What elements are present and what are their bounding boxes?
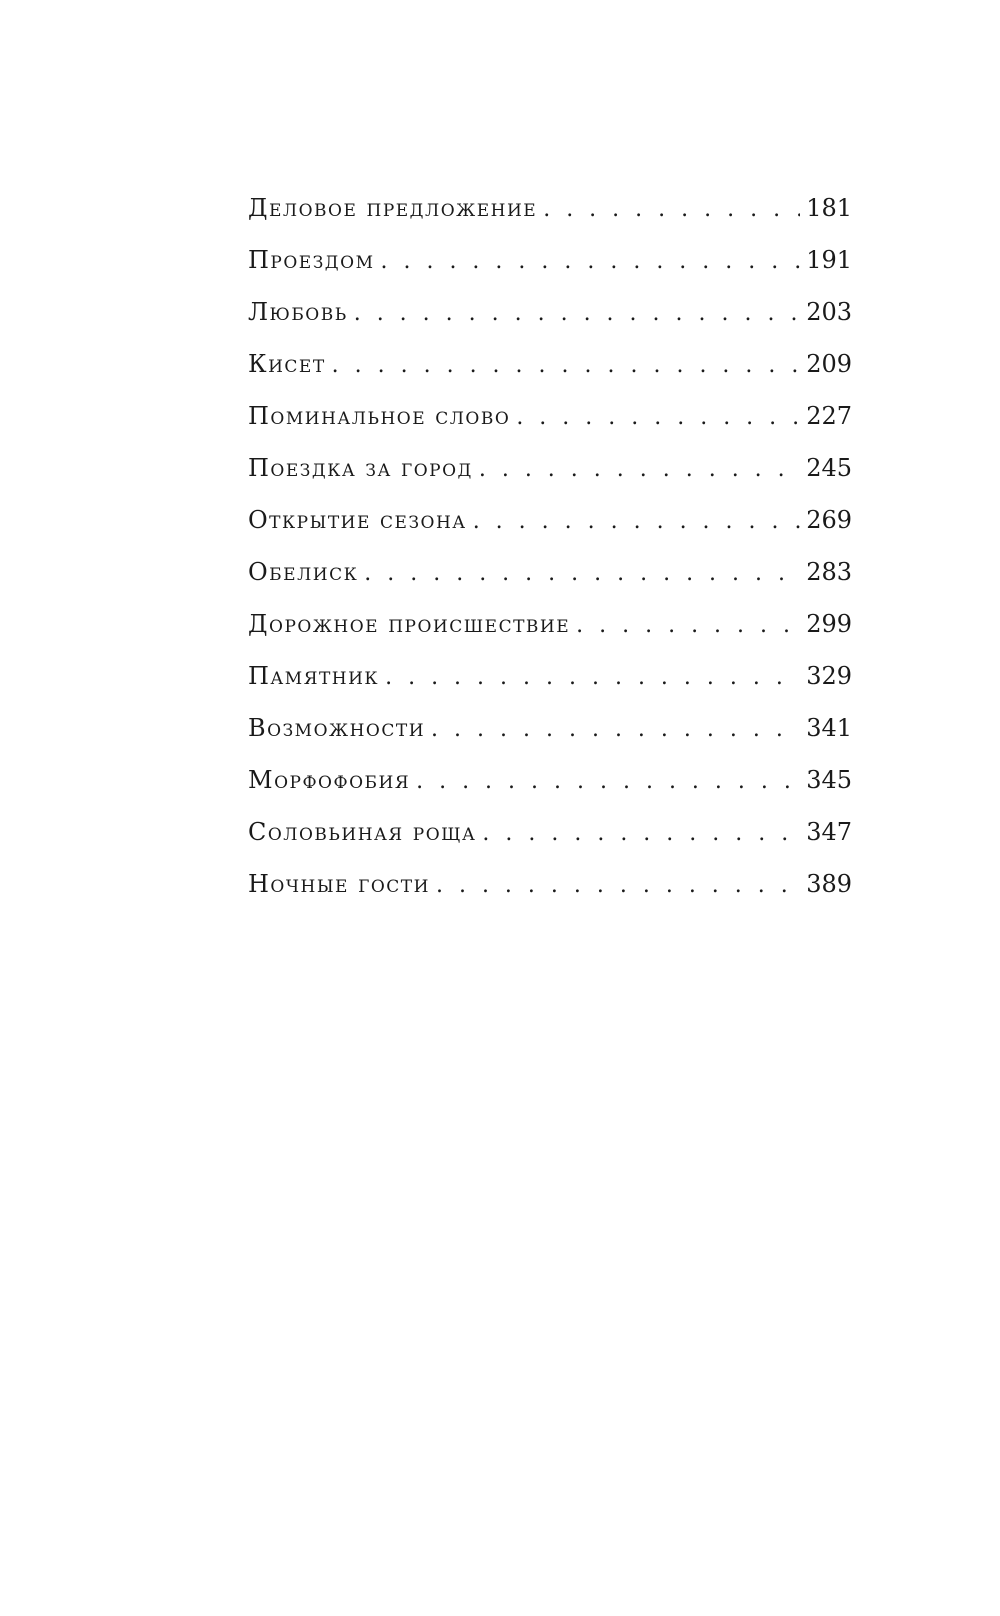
toc-dot-leader (479, 444, 800, 496)
toc-entry-page: 329 (806, 662, 852, 690)
toc-dot-leader (380, 236, 800, 288)
toc-dot-leader (385, 652, 800, 704)
toc-dot-leader (354, 288, 800, 340)
toc-entry (248, 286, 852, 338)
toc-entry-title: Возможности (248, 714, 426, 742)
toc-entry-title: Обелиск (248, 558, 359, 586)
toc-entry (248, 650, 852, 702)
toc-entry-page: 227 (806, 402, 852, 430)
toc-entry-page: 181 (806, 194, 852, 222)
toc-dot-leader (473, 496, 801, 548)
toc-entry-page: 345 (806, 766, 852, 794)
toc-entry-page: 347 (806, 818, 852, 846)
toc-entry-title: Кисет (248, 350, 326, 378)
toc-dot-leader (431, 704, 800, 756)
toc-entry (248, 754, 852, 806)
toc-entry-title: Дорожное происшествие (248, 610, 571, 638)
toc-dot-leader (482, 808, 800, 860)
toc-dot-leader (416, 756, 800, 808)
toc-entry (248, 806, 852, 858)
toc-entry (248, 338, 852, 390)
toc-entry (248, 598, 852, 650)
toc-entry-title: Поминальное слово (248, 402, 511, 430)
toc-entry-title: Соловьиная роща (248, 818, 477, 846)
toc-entry-page: 341 (806, 714, 852, 742)
toc-entry-title: Открытие сезона (248, 506, 467, 534)
toc-entry-page: 203 (806, 298, 852, 326)
toc-entry-page: 245 (806, 454, 852, 482)
toc-dot-leader (543, 184, 800, 236)
toc-entry-page: 191 (806, 246, 852, 274)
toc-entry (248, 858, 852, 910)
toc-entry-title: Ночные гости (248, 870, 430, 898)
toc-entry (248, 546, 852, 598)
toc-entry-page: 389 (806, 870, 852, 898)
toc-entry-title: Деловое предложение (248, 194, 538, 222)
toc-entry (248, 182, 852, 234)
toc-entry (248, 234, 852, 286)
toc-entry (248, 494, 852, 546)
toc-entry-title: Поездка за город (248, 454, 473, 482)
toc-entry (248, 390, 852, 442)
toc-dot-leader (436, 860, 800, 912)
toc-entry (248, 442, 852, 494)
toc-entry-page: 269 (806, 506, 852, 534)
toc-entry-title: Проездом (248, 246, 375, 274)
toc-entry-title: Любовь (248, 298, 348, 326)
toc-entry (248, 702, 852, 754)
toc-dot-leader (516, 392, 800, 444)
toc-dot-leader (364, 548, 800, 600)
toc-entry-title: Памятник (248, 662, 380, 690)
toc-entry-page: 209 (806, 350, 852, 378)
toc-dot-leader (576, 600, 800, 652)
toc-dot-leader (332, 340, 801, 392)
table-of-contents (248, 182, 852, 910)
toc-entry-page: 283 (806, 558, 852, 586)
toc-entry-title: Морфофобия (248, 766, 411, 794)
toc-entry-page: 299 (806, 610, 852, 638)
